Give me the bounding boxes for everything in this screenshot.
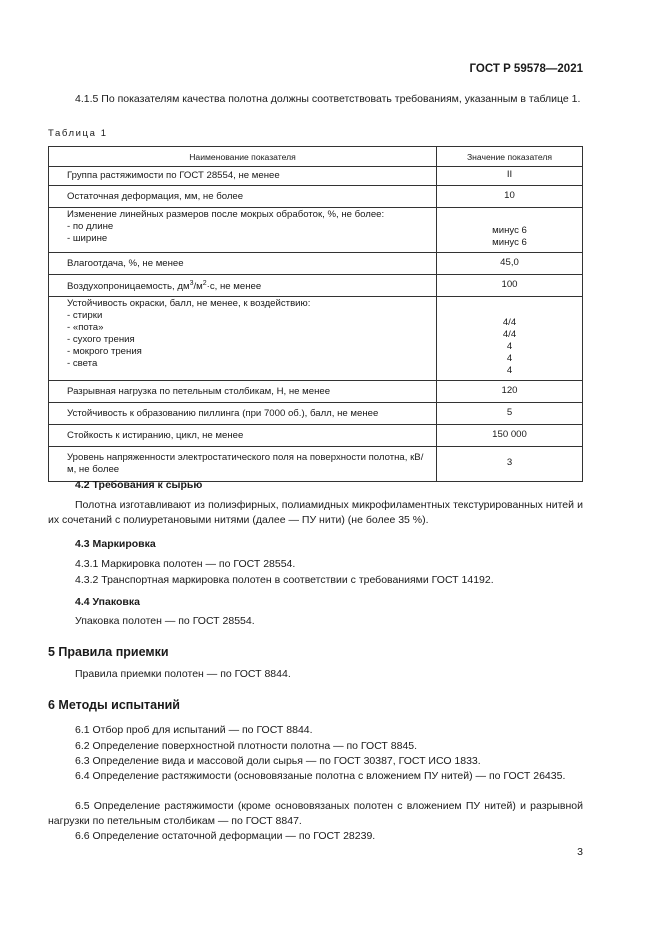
section-6-title: 6 Методы испытаний [48, 698, 180, 712]
parameter-value-cell [437, 447, 583, 482]
parameter-name-line: Устойчивость окраски, балл, не менее, к воздействию: [67, 298, 311, 309]
parameter-name-line: - ширине [67, 233, 108, 244]
parameter-name-cell [49, 403, 437, 425]
parameter-name-line: Изменение линейных размеров после мокрых обработок, %, не более: [67, 209, 385, 220]
parameter-value-cell [437, 425, 583, 447]
parameter-value-cell [437, 208, 583, 253]
table-row [49, 425, 583, 447]
section-4-3-2: 4.3.2 Транспортная маркировка полотен в соответствии с требованиями ГОСТ 14192. [75, 574, 494, 586]
table-row [49, 186, 583, 208]
parameter-name-line: - мокрого трения [67, 346, 142, 357]
section-4-2-title: 4.2 Требования к сырью [75, 479, 203, 491]
parameter-value-cell [437, 186, 583, 208]
unit-part: Воздухопроницаемость, дм [67, 281, 190, 293]
column-header-value: Значение показателя [437, 147, 583, 167]
parameter-value-cell [437, 275, 583, 297]
parameter-name-line: - «пота» [67, 322, 104, 333]
table-caption: Таблица 1 [48, 128, 108, 139]
table-row [49, 447, 583, 482]
parameter-name-line: Уровень напряженности электростатического поля на поверхности полотна, кВ/м, не более [67, 452, 424, 475]
section-6-5: 6.5 Определение растяжимости (кроме основовязаных полотен с вложением ПУ нитей) и разрывной нагрузки по петельным столбикам — по ГОСТ 8847. [48, 800, 583, 827]
unit-part: 2 [202, 279, 207, 287]
parameter-value-cell [437, 253, 583, 275]
parameter-value-cell [437, 381, 583, 403]
table-row [49, 167, 583, 186]
parameter-name-line: Устойчивость к образованию пиллинга (при 7000 об.), балл, не менее [67, 407, 379, 419]
parameter-name-line: Группа растяжимости по ГОСТ 28554, не менее [67, 170, 280, 181]
parameter-value-line: 120 [501, 384, 518, 396]
parameter-name-line [67, 278, 430, 293]
section-4-4-title: 4.4 Упаковка [75, 596, 140, 608]
parameter-name-cell [49, 208, 437, 253]
table-row [49, 208, 583, 253]
parameter-value-line: II [506, 169, 513, 180]
section-6-4: 6.4 Определение растяжимости (основовязаные полотна с вложением ПУ нитей) — по ГОСТ 26435. [75, 770, 566, 782]
parameter-name-cell [49, 381, 437, 403]
section-6-1: 6.1 Отбор проб для испытаний — по ГОСТ 8844. [75, 724, 313, 736]
page-number: 3 [577, 846, 583, 858]
parameter-value-line: 4 [506, 341, 513, 352]
parameter-name-line: Стойкость к истиранию, цикл, не менее [67, 429, 244, 441]
table-row [49, 253, 583, 275]
parameter-name-cell [49, 447, 437, 482]
parameter-value-line: 150 000 [492, 428, 527, 440]
table-row [49, 297, 583, 381]
parameter-name-cell [49, 425, 437, 447]
parameter-name-line: Остаточная деформация, мм, не более [67, 190, 244, 202]
parameter-name-line: - по длине [67, 221, 114, 232]
section-4-4-text: Упаковка полотен — по ГОСТ 28554. [75, 615, 255, 627]
parameter-name-cell [49, 275, 437, 297]
parameter-name-line: Разрывная нагрузка по петельным столбикам, Н, не менее [67, 385, 331, 397]
parameter-value-line: 4/4 [502, 317, 517, 328]
unit-part: ·с, не менее [206, 281, 262, 293]
parameter-name-cell [49, 167, 437, 186]
parameter-name-line: Влагоотдача, %, не менее [67, 257, 184, 269]
parameter-name-cell [49, 253, 437, 275]
parameter-name-line: - стирки [67, 310, 103, 321]
parameter-value-line: 4 [506, 353, 513, 364]
table-row [49, 275, 583, 297]
unit-part: /м [193, 281, 203, 293]
parameter-value-cell [437, 167, 583, 186]
parameter-value-line: 100 [501, 278, 518, 290]
intro-paragraph: 4.1.5 По показателям качества полотна должны соответствовать требованиям, указанным в таблице 1. [75, 93, 581, 105]
section-4-3-title: 4.3 Маркировка [75, 538, 156, 550]
table-header-row [49, 147, 583, 167]
requirements-table [48, 146, 583, 482]
parameter-name-cell [49, 186, 437, 208]
section-4-2-text: Полотна изготавливают из полиэфирных, полиамидных микрофиламентных текстурированных нитей и их сочетаний с полиуретановыми нитями (далее — ПУ нити) (не более 35 %). [48, 499, 583, 526]
table-row [49, 381, 583, 403]
parameter-value-cell [437, 297, 583, 381]
parameter-value-line: 3 [506, 457, 513, 468]
section-5-title: 5 Правила приемки [48, 645, 169, 659]
parameter-value-line: минус 6 [492, 237, 527, 248]
parameter-value-line: 4/4 [502, 329, 517, 340]
table-row [49, 403, 583, 425]
parameter-name-cell [49, 297, 437, 381]
section-6-3: 6.3 Определение вида и массовой доли сырья — по ГОСТ 30387, ГОСТ ИСО 1833. [75, 755, 481, 767]
column-header-name: Наименование показателя [49, 147, 437, 167]
parameter-value-cell [437, 403, 583, 425]
section-4-3-1: 4.3.1 Маркировка полотен — по ГОСТ 28554. [75, 558, 296, 570]
parameter-value-line: 5 [506, 406, 513, 418]
parameter-value-line: 4 [506, 365, 513, 376]
section-5-text: Правила приемки полотен — по ГОСТ 8844. [75, 668, 291, 680]
unit-part: 3 [189, 279, 194, 287]
section-6-2: 6.2 Определение поверхностной плотности полотна — по ГОСТ 8845. [75, 740, 418, 752]
section-6-6: 6.6 Определение остаточной деформации — по ГОСТ 28239. [75, 830, 376, 842]
parameter-value-line: минус 6 [492, 225, 527, 236]
document-id: ГОСТ Р 59578—2021 [469, 63, 583, 75]
parameter-value-line: 45,0 [500, 256, 519, 268]
parameter-value-line: 10 [504, 189, 515, 201]
parameter-name-line: - света [67, 358, 98, 369]
parameter-name-line: - сухого трения [67, 334, 135, 345]
